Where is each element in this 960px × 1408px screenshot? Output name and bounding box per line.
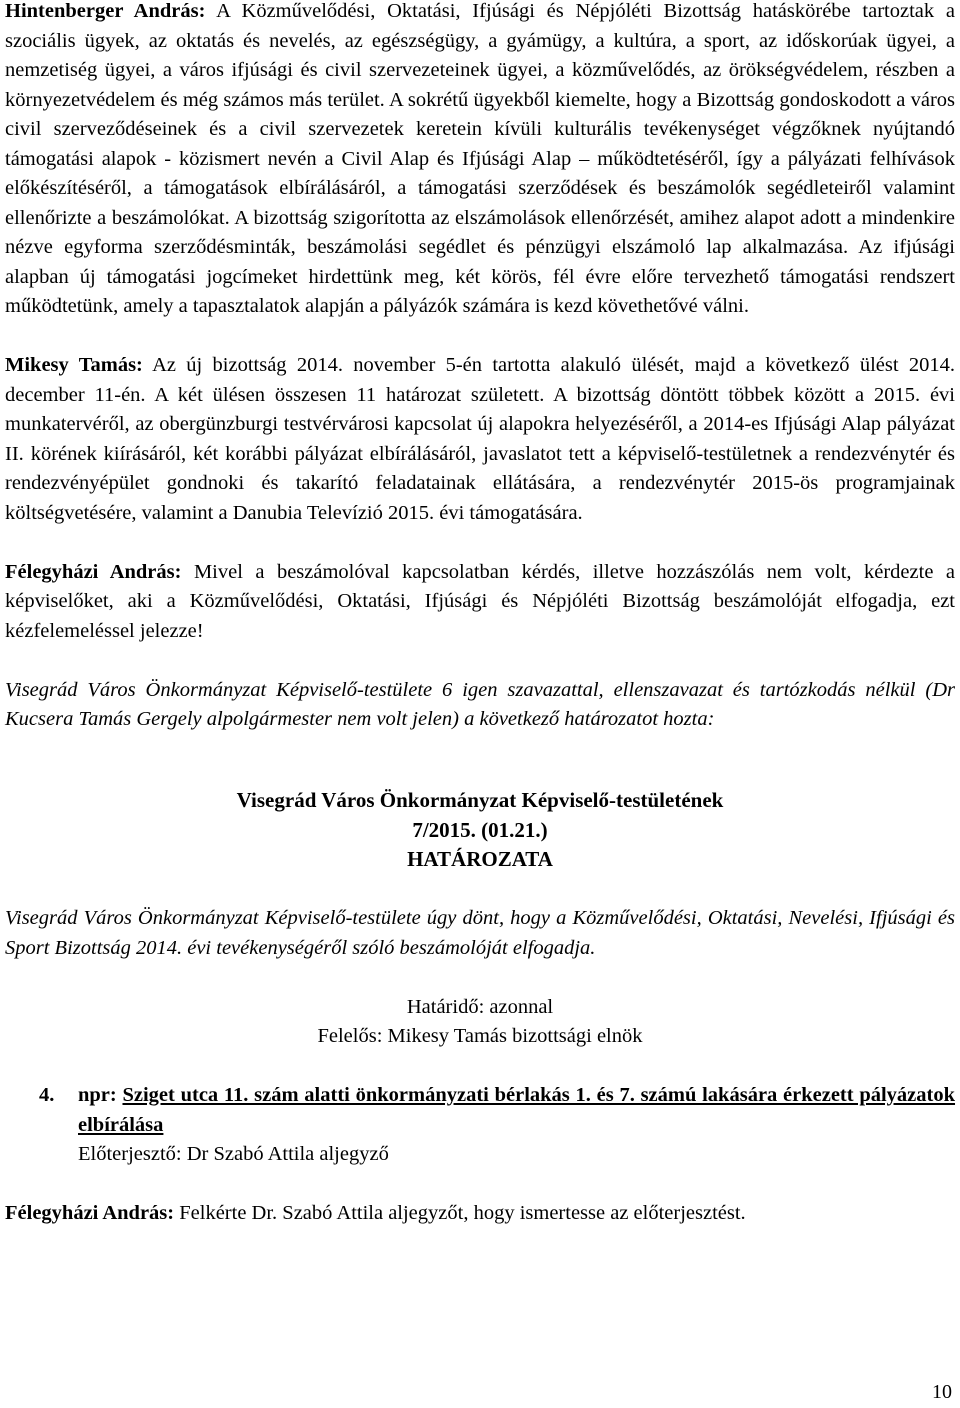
paragraph-text: Felkérte Dr. Szabó Attila aljegyzőt, hogy ismertesse az előterjesztést. bbox=[174, 1202, 746, 1224]
speaker-name: Félegyházi András: bbox=[5, 1202, 175, 1224]
resolution-body-name: Visegrád Város Önkormányzat Képviselő-testületének bbox=[236, 788, 724, 812]
spacer bbox=[5, 963, 955, 993]
agenda-prefix: npr: bbox=[78, 1084, 123, 1106]
vote-statement: Visegrád Város Önkormányzat Képviselő-testülete 6 igen szavazattal, ellenszavazat és tartózkodás nélkül (Dr Kucsera Tamás Gergely alpolgármester nem volt jelen) a következő határozatot hozta: bbox=[5, 678, 955, 730]
spacer bbox=[5, 1052, 955, 1082]
paragraph-mikesy bbox=[5, 351, 955, 528]
spacer bbox=[5, 646, 955, 676]
spacer bbox=[5, 764, 955, 786]
spacer bbox=[5, 875, 955, 905]
paragraph-text: A Közművelődési, Oktatási, Ifjúsági és Népjóléti Bizottság hatáskörébe tartoztak a szociális ügyek, az oktatás és nevelés, az egészségügy, a gyámügy, a kultúra, a sport, az időskorúak ügyei, a nemzetiség ügyei, a város ifjúsági és civil szervezeteinek ügyei, a közművelődés, az örökségvédelem, részben a környezetvédelem és még számos más terület. A sokrétű ügyekből kiemelte, hogy a Bizottság gondoskodott a város civil szerveződéseinek és a civil szervezetek keretein kívüli kulturális tevékenységet végzőknek nyújtandó támogatási alapok - közismert nevén a Civil Alap és Ifjúsági Alap – működtetéséről, így a pályázati felhívások előkészítéséről, a támogatások elbírálásáról, a támogatási szerződések és beszámolók segédleteiről valamint ellenőrizte a beszámolókat. A bizottság szigorította az elszámolások ellenőrzését, amihez alapot adott a mindenkire nézve egyforma szerződésminták, beszámolási segédlet és pénzügyi elszámoló lap alkalmazása. Az ifjúsági alapban új támogatási jogcímeket hirdettünk meg, két körös, fél évre előre tervezhető támogatási rendszert működtetünk, amely a tapasztalatok alapján a pályázók számára is kezd követhetővé válni. bbox=[5, 0, 955, 317]
paragraph-hintenberger bbox=[5, 0, 955, 322]
page-number: 10 bbox=[932, 1381, 952, 1403]
responsible-line: Felelős: Mikesy Tamás bizottsági elnök bbox=[317, 1025, 643, 1047]
resolution-decision: Visegrád Város Önkormányzat Képviselő-testülete úgy dönt, hogy a Közművelődési, Oktatási, Nevelési, Ifjúsági és Sport Bizottság 2014. évi tevékenységéről szóló beszámolóját elfogadja. bbox=[5, 907, 955, 959]
resolution-heading bbox=[5, 786, 955, 875]
speaker-name: Félegyházi András: bbox=[5, 560, 182, 583]
paragraph-felegyhazi-2 bbox=[5, 1199, 955, 1229]
spacer bbox=[5, 735, 955, 765]
agenda-subject: Sziget utca 11. szám alatti önkormányzati bérlakás 1. és 7. számú lakására érkezett pályázatok elbírálása bbox=[78, 1084, 956, 1136]
deadline-line: Határidő: azonnal bbox=[406, 995, 554, 1018]
spacer bbox=[5, 322, 955, 352]
spacer bbox=[5, 528, 955, 558]
paragraph-text: Mivel a beszámolóval kapcsolatban kérdés, illetve hozzászólás nem volt, kérdezte a képviselőket, aki a Közművelődési, Oktatási, Ifjúsági és Népjóléti Bizottság beszámolóját elfogadja, ezt kézfelemeléssel jelezze! bbox=[5, 560, 955, 642]
paragraph-felegyhazi-1 bbox=[5, 558, 955, 647]
resolution-number: 7/2015. (01.21.) bbox=[412, 817, 548, 842]
resolution-title: HATÁROZATA bbox=[407, 847, 553, 871]
agenda-item bbox=[5, 1081, 955, 1170]
paragraph-text: Az új bizottság 2014. november 5-én tartotta alakuló ülését, majd a következő ülést 2014. december 11-én. A két ülésen összesen 11 határozat született. A bizottság döntött többek között a 2015. évi munkatervéről, az obergünzburgi testvérvárosi kapcsolat új alapokra helyezéséről, a 2014-es Ifjúsági Alap pályázat II. körének kiírásáról, két korábbi pályázat elbírálásáról, javaslatot tett a képviselő-testületnek a rendezvénytér és rendezvényépület gondnoki és takarító feladatainak ellátására, a rendezvénytér 2015-ös programjainak költségvetésére, valamint a Danubia Televízió 2015. évi támogatására. bbox=[5, 354, 955, 524]
agenda-presenter: Előterjesztő: Dr Szabó Attila aljegyző bbox=[78, 1143, 389, 1165]
speaker-name: Mikesy Tamás: bbox=[5, 354, 143, 376]
spacer bbox=[5, 1170, 955, 1200]
speaker-name: Hintenberger András: bbox=[5, 0, 206, 22]
agenda-title bbox=[78, 1081, 955, 1140]
document-page bbox=[5, 0, 955, 1229]
agenda-number: 4. bbox=[39, 1084, 55, 1106]
